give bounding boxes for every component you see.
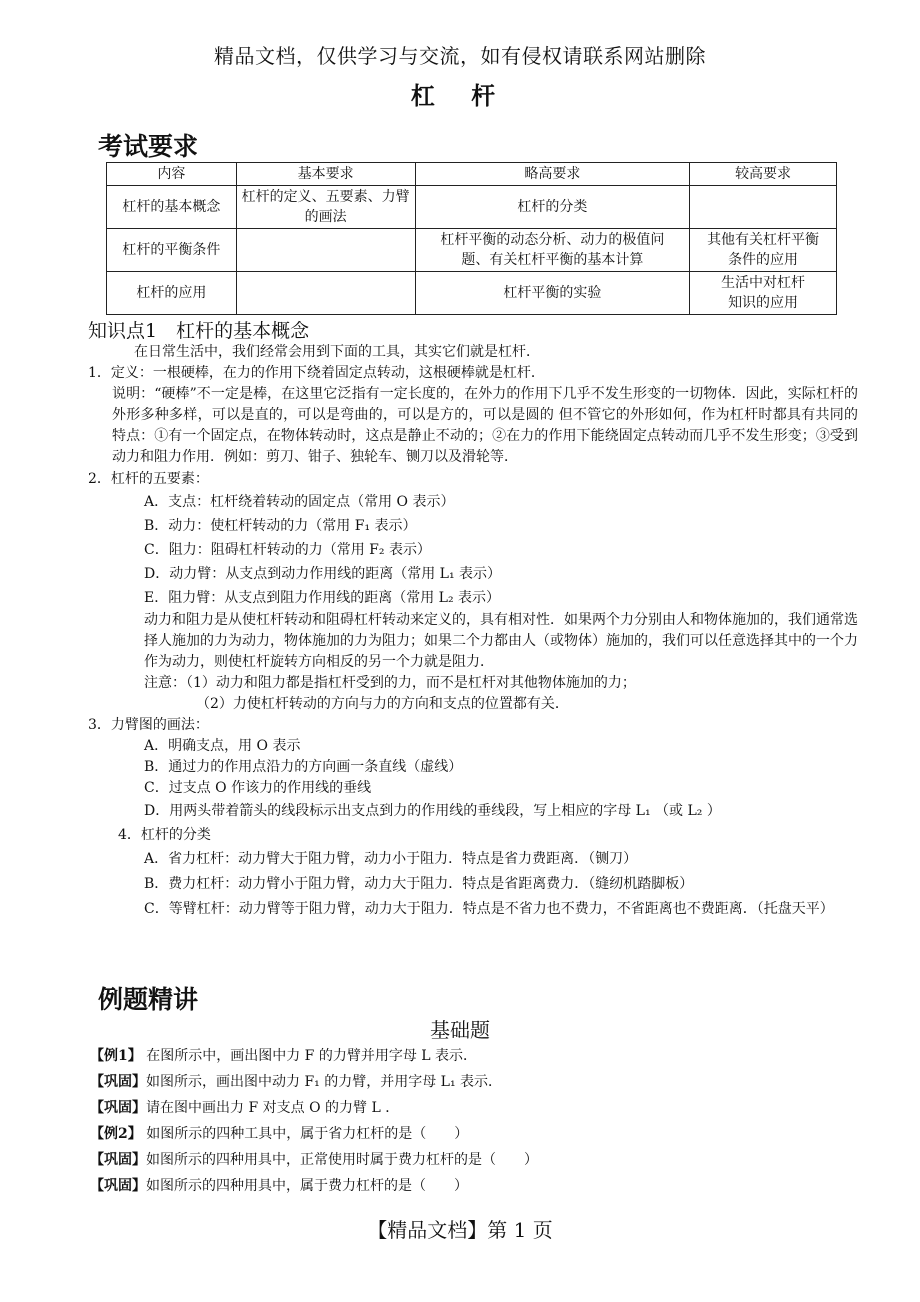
- table-header-cell: 较高要求: [690, 163, 837, 186]
- five-elements-paragraph: 动力和阻力是从使杠杆转动和阻碍杠杆转动来定义的，具有相对性．如果两个力分别由人和物体施加的，我们通常选择人施加的力为动力，物体施加的力为阻力；如果二个力都由人（或物体）施加的，我们可以任意选择其中的一个力作为动力，则使杠杆旋转方向相反的另一个力就是阻力．: [144, 612, 858, 670]
- five-element-item: C．阻力：阻碍杠杆转动的力（常用 F₂ 表示）: [144, 542, 431, 558]
- five-element-item: D．动力臂：从支点到动力作用线的距离（常用 L₁ 表示）: [144, 566, 502, 582]
- arm-drawing-item: D．用两头带着箭头的线段标示出支点到力的作用线的垂线段，写上相应的字母 L₁ （或 L₂ ）: [144, 803, 721, 819]
- example-text: 在图所示中，画出图中力 F 的力臂并用字母 L 表示．: [146, 1048, 478, 1064]
- table-row: [107, 229, 837, 272]
- basic-questions-heading: 基础题: [430, 1018, 490, 1042]
- example-tag: 【巩固】: [90, 1074, 146, 1090]
- example-tag: 【例1】: [90, 1048, 142, 1064]
- definition-note: 说明：“硬棒”不一定是棒，在这里它泛指有一定长度的，在外力的作用下几乎不发生形变的一切物体．因此，实际杠杆的外形多种多样，可以是直的，可以是弯曲的，可以是方的，可以是圆的 但不管它的外形如何，作为杠杆时都具有共同的特点：①有一个固定点，在物体转动时，这点是静止不动的；②在力的作用下能绕固定点转动而几乎不发生形变；③受到动力和阻力作用．例如：剪刀、钳子、独轮车、铡刀以及滑轮等．: [112, 386, 858, 465]
- section-heading-examples: 例题精讲: [98, 985, 199, 1014]
- header-note: 精品文档，仅供学习与交流，如有侵权请联系网站删除: [214, 44, 706, 68]
- example-tag: 【巩固】: [90, 1152, 146, 1168]
- example-item: [90, 1095, 870, 1121]
- arm-drawing-title: 3．力臂图的画法：: [88, 717, 209, 733]
- example-item: [90, 1121, 870, 1147]
- five-elements-title: 2．杠杆的五要素：: [88, 471, 209, 487]
- table-cell: [236, 272, 415, 315]
- table-cell: [690, 186, 837, 229]
- table-cell: 杠杆的应用: [107, 272, 237, 315]
- table-cell: 生活中对杠杆知识的应用: [690, 272, 837, 315]
- table-header-cell: 略高要求: [415, 163, 690, 186]
- arm-drawing-item: C．过支点 O 作该力的作用线的垂线: [144, 780, 372, 796]
- arm-drawing-item: A．明确支点，用 O 表示: [144, 738, 301, 754]
- table-header-row: [107, 163, 837, 186]
- table-cell: 其他有关杠杆平衡条件的应用: [690, 229, 837, 272]
- example-text: 如图所示的四种工具中，属于省力杠杆的是（ ）: [146, 1126, 469, 1142]
- knowledge-point-body: [88, 342, 858, 921]
- note-item: 注意：（1）动力和阻力都是指杠杆受到的力，而不是杠杆对其他物体施加的力；: [144, 675, 636, 691]
- table-row: [107, 186, 837, 229]
- classification-item: B．费力杠杆：动力臂小于阻力臂，动力大于阻力．特点是省距离费力．（缝纫机踏脚板）: [144, 876, 694, 892]
- requirements-table: [106, 162, 837, 315]
- knowledge-point-title: 知识点1 杠杆的基本概念: [88, 320, 310, 342]
- table-header-cell: 基本要求: [236, 163, 415, 186]
- document-title: 杠 杆: [410, 81, 510, 110]
- table-header-cell: 内容: [107, 163, 237, 186]
- table-cell: 杠杆平衡的实验: [415, 272, 690, 315]
- five-element-item: B．动力：使杠杆转动的力（常用 F₁ 表示）: [144, 518, 417, 534]
- five-element-item: A．支点：杠杆绕着转动的固定点（常用 O 表示）: [144, 494, 455, 510]
- table-cell: [236, 229, 415, 272]
- five-element-item: E．阻力臂：从支点到阻力作用线的距离（常用 L₂ 表示）: [144, 590, 501, 606]
- example-list: [90, 1043, 870, 1199]
- example-item: [90, 1069, 870, 1095]
- table-cell: 杠杆的基本概念: [107, 186, 237, 229]
- example-text: 如图所示，画出图中动力 F₁ 的力臂，并用字母 L₁ 表示．: [146, 1074, 503, 1090]
- table-cell: 杠杆的平衡条件: [107, 229, 237, 272]
- example-tag: 【例2】: [90, 1126, 142, 1142]
- section-heading-exam-requirements: 考试要求: [98, 132, 199, 161]
- example-item: [90, 1173, 870, 1199]
- arm-drawing-item: B．通过力的作用点沿力的方向画一条直线（虚线）: [144, 759, 463, 775]
- table-cell: 杠杆的定义、五要素、力臂的画法: [236, 186, 415, 229]
- classification-item: A．省力杠杆：动力臂大于阻力臂，动力小于阻力．特点是省力费距离．（铡刀）: [144, 851, 638, 867]
- table-cell: 杠杆的分类: [415, 186, 690, 229]
- example-tag: 【巩固】: [90, 1178, 146, 1194]
- example-item: [90, 1147, 870, 1173]
- note-item: （2）力使杠杆转动的方向与力的方向和支点的位置都有关．: [196, 696, 569, 712]
- example-text: 如图所示的四种用具中，正常使用时属于费力杠杆的是（ ）: [146, 1152, 538, 1168]
- table-row: [107, 272, 837, 315]
- example-item: [90, 1043, 870, 1069]
- example-tag: 【巩固】: [90, 1100, 146, 1116]
- intro-text: 在日常生活中，我们经常会用到下面的工具，其实它们就是杠杆．: [134, 344, 540, 360]
- example-text: 如图所示的四种用具中，属于费力杠杆的是（ ）: [146, 1178, 468, 1194]
- example-text: 请在图中画出力 F 对支点 O 的力臂 L ．: [146, 1100, 400, 1116]
- classification-item: C．等臂杠杆：动力臂等于阻力臂，动力大于阻力．特点是不省力也不费力，不省距离也不费距离．（托盘天平）: [144, 901, 834, 917]
- table-cell: 杠杆平衡的动态分析、动力的极值问题、有关杠杆平衡的基本计算: [415, 229, 690, 272]
- classification-title: 4．杠杆的分类: [118, 827, 211, 843]
- page-footer: 【精品文档】第 1 页: [367, 1218, 553, 1242]
- definition-text: 1．定义：一根硬棒，在力的作用下绕着固定点转动，这根硬棒就是杠杆．: [88, 365, 545, 381]
